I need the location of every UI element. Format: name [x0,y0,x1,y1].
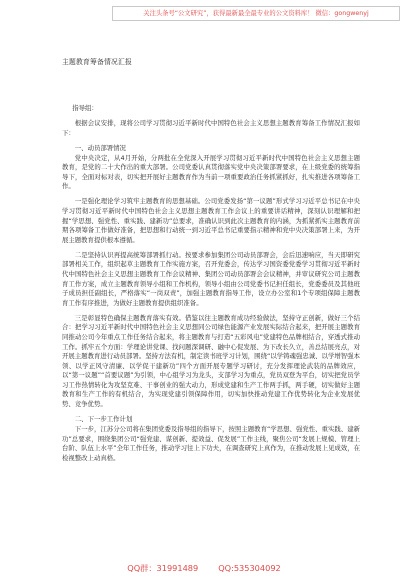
paragraph-point-one: 一是强化理论学习筑牢主题教育的思想基础。公司党委发扬“第一议题”形式学习习近平总书记在中央学习贯彻习近平新时代中国特色社会主义思想主题教育工作会议上的重要讲话精神，深刻认识理解和把握“学思想、强党性、重实践、建新功”总要求，准确认识到此次主题教育的内涵，为抓紧抓实主题教育前期各项筹备工作做好准备，把思想和行动统一到习近平总书记重要指示精神和党中央决策部署上来，为开展主题教育提供根本遵循。 [62,197,360,244]
paragraph-intro: 根据会议安排，现将公司学习贯彻习近平新时代中国特色社会主义思想主题教育筹备工作情况汇报如下： [62,118,360,137]
contact-footer [0,562,408,574]
promo-banner [112,6,400,21]
greeting: 指导组： [72,104,98,112]
section-heading-deployment: 一、动员部署情况 [74,143,126,152]
section-heading-next-steps: 二、下一步工作计划 [74,415,133,424]
paragraph-next-steps: 下一步，江苏分公司将在集团党委及指导组的指导下，按照主题教育“学思想、强党性、重实践、建新功”总要求，围绕集团公司“强党建、谋创新、提效益、促发展”工作主线，聚焦公司“发展上规模、管理上台阶、队伍上水平”全年工作任务，推动学习往上下功夫，在调查研究上真作为，在推动发展上见成效，在检视整改上动真格。 [62,425,360,462]
document-title: 主题教育筹备情况汇报 [62,58,132,66]
paragraph-point-two: 二是坚持认识再提高统筹部署抓行动。按要求参加集团公司动员部署会，会后迅速响应，当天即研究部署相关工作，组织起草主题教育工作实施方案，召开党委会，传达学习国资委党委学习贯彻习近平新时代中国特色社会主义思想主题教育工作会议精神、集团公司动员部署会会议精神，并审议研究公司主题教育工作方案，成立主题教育领导小组和工作机构，领导小组由公司党委书记担任组长，党委委员及其他班子成员担任副组长，严格落实“一岗双责”，加强主题教育指导工作，设立办公室和1个专项组保障主题教育工作有序推进，为做好主题教育提供组织准备。 [62,250,360,307]
paragraph-background: 党中央决定，从4月开始，分两批在全党深入开展学习贯彻习近平新时代中国特色社会主义思想主题教育，是党的二十大作出的重大部署。公司党委认真贯彻落实党中央决策部署要求，在上级党委的统筹指导下，全面对标对表，切实把开展好主题教育作为当前一项重要政治任务抓紧抓好，扎实推进各项筹备工作。 [62,153,360,191]
promo-banner-text: 关注头条号“公文研究”，获得最新最全最专业的公文资料库！ 微信：gongwenyj [143,10,369,17]
qq-group-number: QQ群：31991489 [127,563,199,573]
paragraph-point-three: 三是彰显特色确保主题教育落实有效。借鉴以往主题教育成功经验做法，坚持守正创新，做好三个结合：把学习习近平新时代中国特色社会主义思想同公司绿色能源产业发展实际结合起来，把开展主题教育同推动公司今年重点工作任务结合起来，将主题教育与打造“五彩风电”党建特色品牌相结合，穿透式推动工作。抓牢五个方面：学理论讲党课、找问题深调研、融中心促发展、为下改长久立，善总结展亮点，对开展主题教育进行动员部署。坚持方法有机，制定读书班学习计划，围绕“以学铸魂强忠诚、以学增智强本领、以学正风守清廉、以学促干建新功”四个方面开展专题学习研讨，充分发挥理论武装的品牌效应，以“第一议题”“首要议题”为引领，中心组学习为龙头，支部学习为重点，党员双登为平台，切实把党员学习工作热情转化为攻坚克难、干事创业的强大动力，形成党建和生产工作两手抓，两手硬，切实做好主题教育和生产工作的有机结合，为实现党建引领保障作用，切实加快推动党建工作优势转化为企业发展优势、竞争优势。 [62,313,360,409]
document-body [62,104,360,469]
qq-number: QQ:535304092 [218,563,281,573]
